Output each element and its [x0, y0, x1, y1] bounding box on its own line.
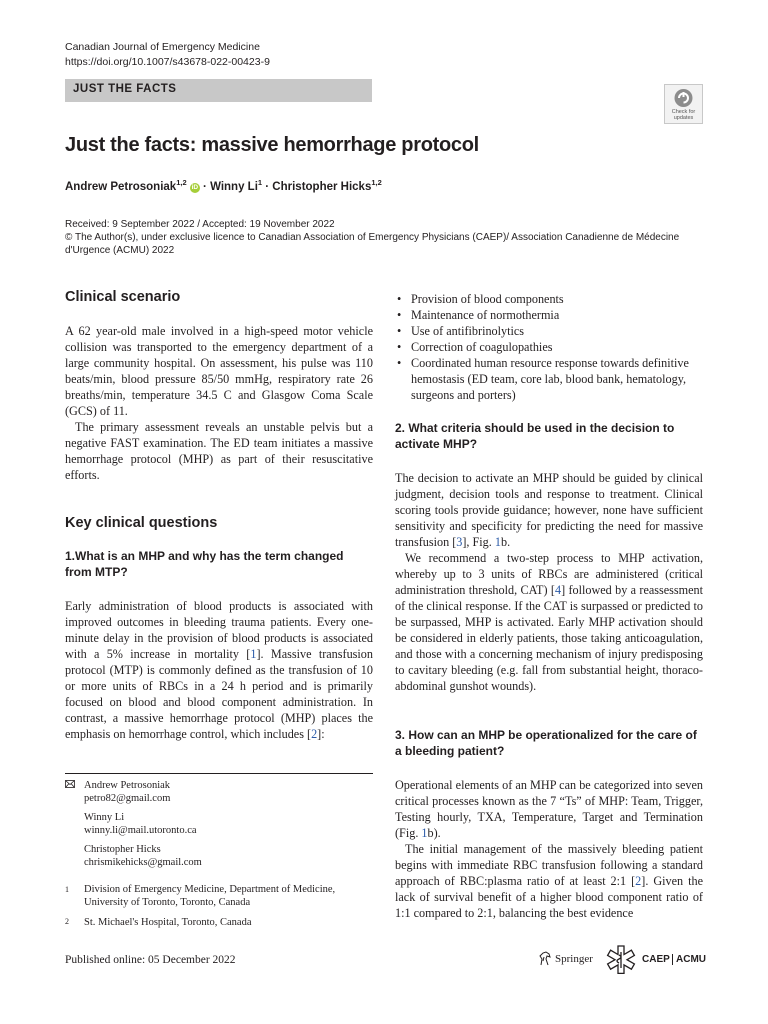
- affiliation-text: Division of Emergency Medicine, Department of Medicine, University of Toronto, Toronto, Canada: [84, 884, 336, 908]
- question-1-text: [65, 598, 373, 742]
- correspondence-name: Christopher Hicks: [84, 844, 161, 855]
- affiliation-number: 1: [65, 885, 69, 894]
- question-3-text: [395, 777, 703, 921]
- check-updates-icon: [665, 87, 702, 109]
- paragraph: Early administration of blood products is associated with improved outcomes in bleeding trauma patients. Every one-minute delay in the provision of blood products is associated with a 5% increase in mortality [1]. Massive transfusion protocol (MTP) is commonly defined as the transfusion of 10 or more units of RBCs in a 24 h period and is primarily focused on blood and blood component administration. In contrast, a massive hemorrhage protocol (MHP) places the emphasis on hemorrhage control, which includes [2]:: [65, 599, 373, 741]
- list-item: • Provision of blood components: [395, 291, 703, 307]
- journal-name: Canadian Journal of Emergency Medicine: [65, 41, 260, 53]
- check-for-updates-badge[interactable]: [664, 84, 703, 124]
- springer-horse-icon: [538, 951, 552, 967]
- key-questions-heading: Key clinical questions: [65, 515, 218, 531]
- paragraph: A 62 year-old male involved in a high-speed motor vehicle collision was transported to the emergency department of a large community hospital. On assessment, his pulse was 110 beats/min, blood pressure 85/50 mmHg, respiratory rate 26 breaths/min, temperature 34.5 C and Glasgow Coma Scale (GCS) of 11.: [65, 324, 373, 418]
- question-1-heading: 1.What is an MHP and why has the term changed from MTP?: [65, 549, 344, 579]
- springer-label: Springer: [555, 953, 593, 965]
- caep-acmu-logo: [606, 944, 706, 974]
- affiliation-text: St. Michael's Hospital, Toronto, Canada: [84, 917, 252, 928]
- question-3-heading: 3. How can an MHP be operationalized for the care of a bleeding patient?: [395, 728, 697, 758]
- clinical-scenario-text: [65, 323, 373, 483]
- list-item: • Coordinated human resource response towards definitive hemostasis (ED team, core lab, blood bank, hematology, surgeons and porters): [395, 355, 703, 403]
- section-banner: [65, 79, 372, 102]
- citation-link[interactable]: 1: [250, 647, 257, 661]
- doi-link[interactable]: https://doi.org/10.1007/s43678-022-00423-9: [65, 56, 270, 68]
- author-affiliation: 1,2: [176, 178, 187, 187]
- orcid-icon[interactable]: iD: [191, 183, 199, 191]
- acmu-label: ACMU: [676, 954, 706, 965]
- question-2-heading: 2. What criteria should be used in the decision to activate MHP?: [395, 421, 675, 451]
- citation-link[interactable]: 2: [635, 874, 642, 888]
- correspondence-name: Winny Li: [84, 812, 125, 823]
- author-name[interactable]: Christopher Hicks: [272, 180, 372, 193]
- list-item: • Use of antifibrinolytics: [395, 323, 703, 339]
- published-date: Published online: 05 December 2022: [65, 954, 236, 966]
- author-name[interactable]: Andrew Petrosoniak: [65, 180, 177, 193]
- question-2-text: [395, 470, 703, 694]
- list-item: • Correction of coagulopathies: [395, 339, 703, 355]
- received-accepted-dates: Received: 9 September 2022 / Accepted: 19 November 2022: [65, 219, 335, 230]
- paragraph: The decision to activate an MHP should be guided by clinical judgment, decision tools and response to treatment. Clinical scoring tools provide guidance; however, none have sufficient sensitivity and specificity for predicting the need for massive transfusion [3], Fig. 1b.: [395, 471, 703, 549]
- star-of-life-icon: [606, 944, 636, 974]
- paragraph: The primary assessment reveals an unstable pelvis but a negative FAST examination. The ED team initiates a massive hemorrhage protocol (MHP) as part of their resuscitative efforts.: [65, 420, 373, 482]
- caep-label: CAEP: [642, 954, 670, 965]
- section-label: JUST THE FACTS: [73, 83, 177, 95]
- article-meta: [65, 218, 705, 257]
- citation-link[interactable]: 2: [311, 727, 318, 741]
- check-updates-line1: Check for: [671, 109, 696, 115]
- logo-divider: [672, 954, 673, 965]
- check-updates-line2: updates: [673, 115, 694, 121]
- citation-link[interactable]: 4: [554, 583, 562, 597]
- author-name[interactable]: Winny Li: [210, 180, 258, 193]
- copyright-notice: © The Author(s), under exclusive licence to Canadian Association of Emergency Physicians (CAEP)/ Association Canadienne de Médecine d'Urgence (ACMU) 2022: [65, 232, 680, 256]
- envelope-icon: [65, 780, 76, 789]
- clinical-scenario-heading: Clinical scenario: [65, 289, 181, 305]
- figure-link[interactable]: 1: [421, 826, 428, 840]
- correspondence-email[interactable]: petro82@gmail.com: [84, 793, 171, 804]
- correspondence-email[interactable]: winny.li@mail.utoronto.ca: [84, 825, 197, 836]
- paragraph: We recommend a two-step process to MHP activation, whereby up to 3 units of RBCs are administered (critical administration threshold, CAT) [4] followed by a reassessment of the clinical response. If the CAT is surpassed or predicted to be surpassed, MHP is activated. Early MHP activation should be considered in elderly patients, those taking anticoagulation, and those with a concerning mechanism of injury predisposing to cavitary bleeding (e.g. fall from substantial height, thoraco-abdominal gunshot wounds).: [395, 551, 704, 693]
- figure-link[interactable]: 1: [494, 535, 501, 549]
- correspondence-name: Andrew Petrosoniak: [84, 780, 171, 791]
- footnote-divider: [65, 773, 373, 774]
- paragraph: The initial management of the massively bleeding patient begins with immediate RBC transfusion following a standard approach of RBC:plasma ratio of at least 2:1 [2]. Given the lack of survival benefit of a higher blood component ratio of 1:1 compared to 2:1, balancing the best evidence: [395, 842, 703, 920]
- mhp-components-list: [395, 291, 703, 403]
- affiliation-number: 2: [65, 917, 69, 926]
- correspondence-email[interactable]: chrismikehicks@gmail.com: [84, 857, 202, 868]
- author-affiliation: 1: [257, 178, 263, 187]
- citation-link[interactable]: 3: [456, 535, 463, 549]
- correspondence-block: [84, 779, 374, 869]
- article-title: Just the facts: massive hemorrhage protocol: [65, 134, 479, 156]
- author-affiliation: 1,2: [371, 178, 382, 187]
- list-item: • Maintenance of normothermia: [395, 307, 703, 323]
- author-list: [65, 178, 382, 193]
- author-separator: ·: [262, 180, 273, 193]
- paragraph: Operational elements of an MHP can be categorized into seven critical processes known as the 7 “Ts” of MHP: Team, Trigger, Testing hourly, TXA, Temperature, Target and Termination (Fig. 1b).: [395, 778, 703, 840]
- author-separator: ·: [199, 180, 211, 193]
